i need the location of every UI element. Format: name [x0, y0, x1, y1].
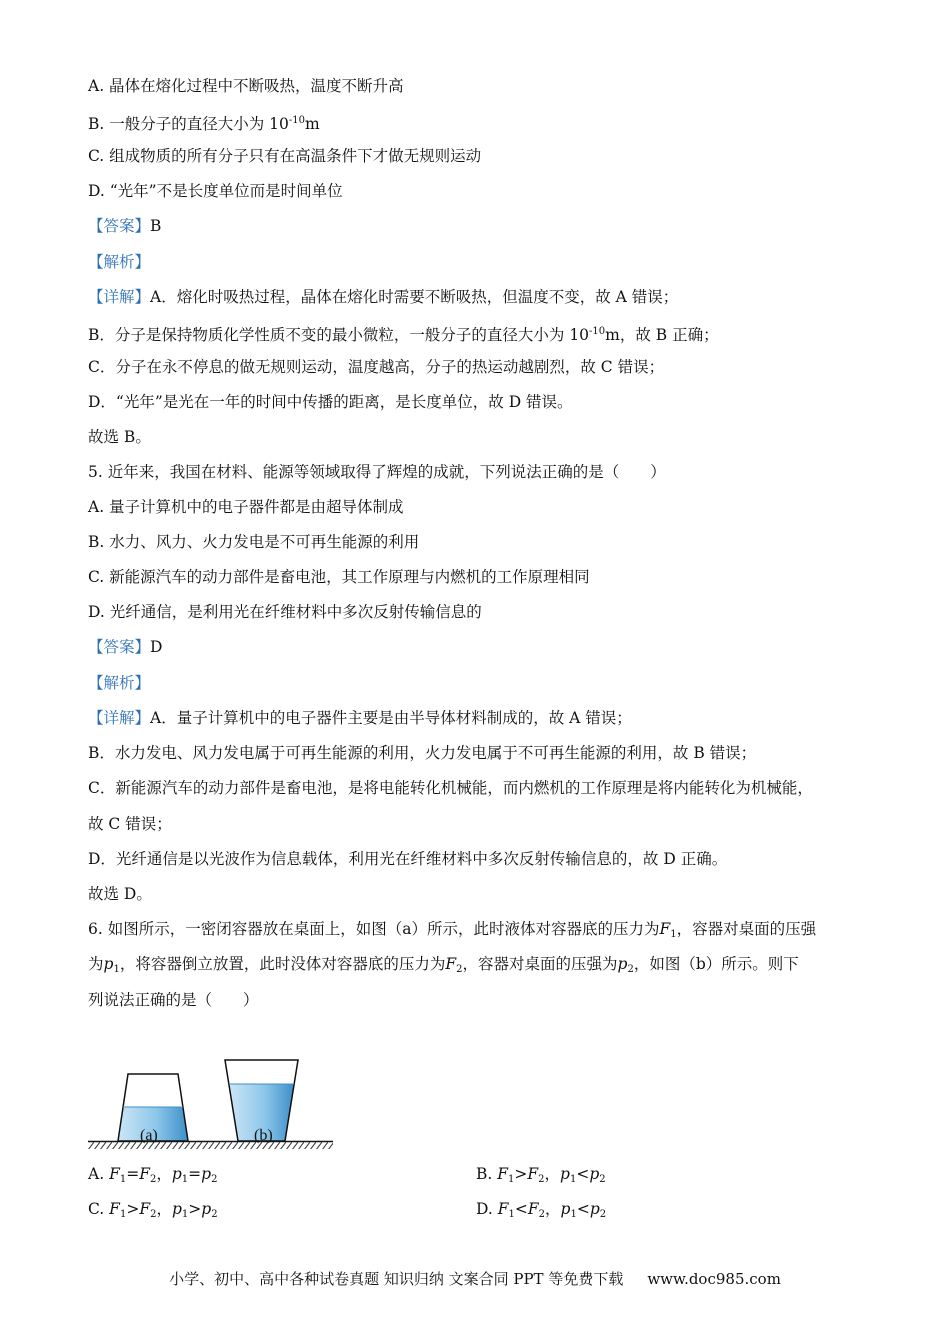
sub-1: 1: [119, 1174, 127, 1185]
figure-label-b: (b): [254, 1127, 273, 1144]
q5-option-b: B. 水力、风力、火力发电是不可再生能源的利用: [88, 533, 420, 551]
q6-var-f: F: [659, 920, 671, 938]
sym-f: F: [497, 1165, 509, 1183]
sub-1: 1: [569, 1174, 577, 1185]
q5-option-d: D. 光纤通信，是利用光在纤维材料中多次反射传输信息的: [88, 603, 482, 621]
q5-detail-b: B．水力发电、风力发电属于可再生能源的利用，火力发电属于不可再生能源的利用，故 B 错误；: [88, 744, 757, 762]
q5-detail-c2: 故 C 错误；: [88, 815, 172, 833]
sub-1: 1: [119, 1209, 127, 1220]
q6-stem-line3: 列说法正确的是（ ）: [88, 991, 259, 1009]
footer-link[interactable]: www.doc985.com: [647, 1270, 781, 1288]
q4-detail-b-exponent: -10: [589, 326, 606, 337]
q6-opt-a-rel1: =: [126, 1165, 140, 1183]
q6-opt-d-rel2: <: [576, 1200, 590, 1218]
q5-option-a: A. 量子计算机中的电子器件都是由超导体制成: [88, 498, 404, 516]
q4-option-b-unit: m: [305, 115, 320, 133]
q6-stem2-mid: ，将容器倒立放置，此时没体对容器底的压力为: [119, 955, 446, 973]
sym-p: p: [171, 1200, 182, 1218]
q4-option-b-text: B. 一般分子的直径大小为 10: [88, 115, 289, 133]
q5-detail-c1: C．新能源汽车的动力部件是畜电池，是将电能转化机械能，而内燃机的工作原理是将内能转化为机械能，: [88, 779, 813, 797]
sub-2: 2: [599, 1209, 607, 1220]
q6-opt-a-rel2: =: [188, 1165, 202, 1183]
detail-tag: 【详解】: [88, 288, 151, 306]
q6-opt-d-prefix: D.: [476, 1200, 498, 1218]
q5-answer: [88, 637, 162, 657]
sym-p: p: [171, 1165, 182, 1183]
q6-opt-b-rel1: >: [514, 1165, 528, 1183]
q6-stem2-mid2: ，容器对桌面的压强为: [462, 955, 618, 973]
q4-option-b-exponent: -10: [288, 115, 306, 126]
q4-detail-c: C．分子在永不停息的做无规则运动，温度越高，分子的热运动越剧烈，故 C 错误；: [88, 358, 665, 376]
q5-stem: 5. 近年来，我国在材料、能源等领域取得了辉煌的成就，下列说法正确的是（ ）: [88, 463, 666, 481]
q4-analysis-tag: 【解析】: [88, 253, 151, 271]
sym-p: p: [201, 1165, 212, 1183]
sym-f: F: [109, 1200, 120, 1218]
q6-stem-line1: [88, 919, 816, 945]
sym-f: F: [139, 1200, 151, 1218]
container-figure: [88, 1022, 338, 1152]
q6-var-p: p: [103, 955, 114, 973]
q6-opt-b-rel2: <: [576, 1165, 590, 1183]
q6-stem1-tail: ，容器对桌面的压强: [676, 920, 817, 938]
q6-var-p-sub: 1: [113, 964, 120, 975]
q4-option-c: C. 组成物质的所有分子只有在高温条件下才做无规则运动: [88, 147, 482, 165]
q4-detail-b: [88, 322, 719, 345]
sym-f: F: [527, 1165, 539, 1183]
q4-detail-a-text: A．熔化时吸热过程，晶体在熔化时需要不断吸热，但温度不变，故 A 错误；: [150, 288, 679, 306]
q6-opt-c-rel1: >: [126, 1200, 140, 1218]
sub-2: 2: [149, 1174, 157, 1185]
q5-analysis-tag: 【解析】: [88, 674, 151, 692]
q6-stem2-tail: ，如图（b）所示。则下: [633, 955, 799, 973]
q4-detail-d: D．“光年”是光在一年的时间中传播的距离，是长度单位，故 D 错误。: [88, 393, 573, 411]
q6-opt-a-prefix: A.: [88, 1165, 110, 1183]
footer-text: 小学、初中、高中各种试卷真题 知识归纳 文案合同 PPT 等免费下载: [169, 1270, 624, 1288]
q5-answer-value: D: [150, 638, 163, 656]
q6-opt-c-rel2: >: [188, 1200, 202, 1218]
q6-stem-line2: [88, 954, 799, 980]
q6-option-b: [476, 1164, 606, 1190]
q6-option-a: [88, 1164, 217, 1190]
q6-opt-c-prefix: C.: [88, 1200, 110, 1218]
q6-option-d: [476, 1199, 606, 1225]
sub-2: 2: [599, 1174, 606, 1185]
answer-tag: 【答案】: [88, 638, 151, 656]
sym-p: p: [589, 1165, 600, 1183]
q5-detail-a-text: A．量子计算机中的电子器件主要是由半导体材料制成的，故 A 错误；: [150, 709, 632, 727]
q4-detail-b-tail: m，故 B 正确；: [605, 326, 719, 344]
q4-detail-a: [88, 287, 678, 307]
sub-2: 2: [538, 1209, 546, 1220]
q4-detail-b-text: B．分子是保持物质化学性质不变的最小微粒，一般分子的直径大小为 10: [88, 326, 590, 344]
sym-p: p: [589, 1200, 600, 1218]
sub-2: 2: [538, 1174, 545, 1185]
q6-stem2-pre: 为: [88, 955, 104, 973]
q6-stem1-text: 6. 如图所示，一密闭容器放在桌面上，如图（a）所示，此时液体对容器底的压力为: [88, 920, 660, 938]
sym-f: F: [497, 1200, 509, 1218]
sym-f: F: [527, 1200, 539, 1218]
sub-2: 2: [211, 1209, 218, 1220]
q5-option-c: C. 新能源汽车的动力部件是畜电池，其工作原理与内燃机的工作原理相同: [88, 568, 590, 586]
sym-p: p: [201, 1200, 212, 1218]
sub-2: 2: [150, 1209, 157, 1220]
q5-conclusion: 故选 D。: [88, 885, 152, 903]
page-footer: [0, 1269, 950, 1289]
sub-1: 1: [570, 1209, 577, 1220]
q4-answer-value: B: [150, 217, 162, 235]
sub-1: 1: [181, 1174, 189, 1185]
answer-tag: 【答案】: [88, 217, 151, 235]
q6-var-p2-sub: 2: [627, 964, 634, 975]
sym-p: p: [560, 1165, 570, 1183]
q4-option-b: [88, 111, 320, 134]
q4-answer: [88, 216, 161, 236]
sep: ，: [545, 1200, 561, 1218]
q5-detail-d: D．光纤通信是以光波作为信息载体，利用光在纤维材料中多次反射传输信息的，故 D 正确。: [88, 850, 728, 868]
table-surface: [88, 1142, 333, 1150]
q6-opt-d-rel1: <: [514, 1200, 528, 1218]
sep: ，: [156, 1165, 172, 1183]
sub-1: 1: [508, 1209, 515, 1220]
sub-1: 1: [181, 1209, 189, 1220]
q6-var-f-sub: 1: [670, 929, 677, 940]
figure-label-a: (a): [140, 1127, 158, 1144]
sub-2: 2: [211, 1174, 218, 1185]
q6-opt-b-prefix: B.: [476, 1165, 498, 1183]
q6-option-c: [88, 1199, 218, 1225]
q4-option-d: D. “光年”不是长度单位而是时间单位: [88, 182, 343, 200]
detail-tag: 【详解】: [88, 709, 151, 727]
sym-f: F: [139, 1165, 150, 1183]
q4-conclusion: 故选 B。: [88, 428, 151, 446]
q6-var-p2: p: [617, 955, 628, 973]
q4-option-a: A. 晶体在熔化过程中不断吸热，温度不断升高: [88, 77, 404, 95]
sep: ，: [156, 1200, 172, 1218]
sym-p: p: [560, 1200, 571, 1218]
sub-1: 1: [508, 1174, 515, 1185]
q5-detail-a: [88, 708, 632, 728]
sep: ，: [544, 1165, 561, 1183]
q6-var-f2-sub: 2: [456, 964, 463, 975]
q6-var-f2: F: [445, 955, 457, 973]
sym-f: F: [109, 1165, 120, 1183]
